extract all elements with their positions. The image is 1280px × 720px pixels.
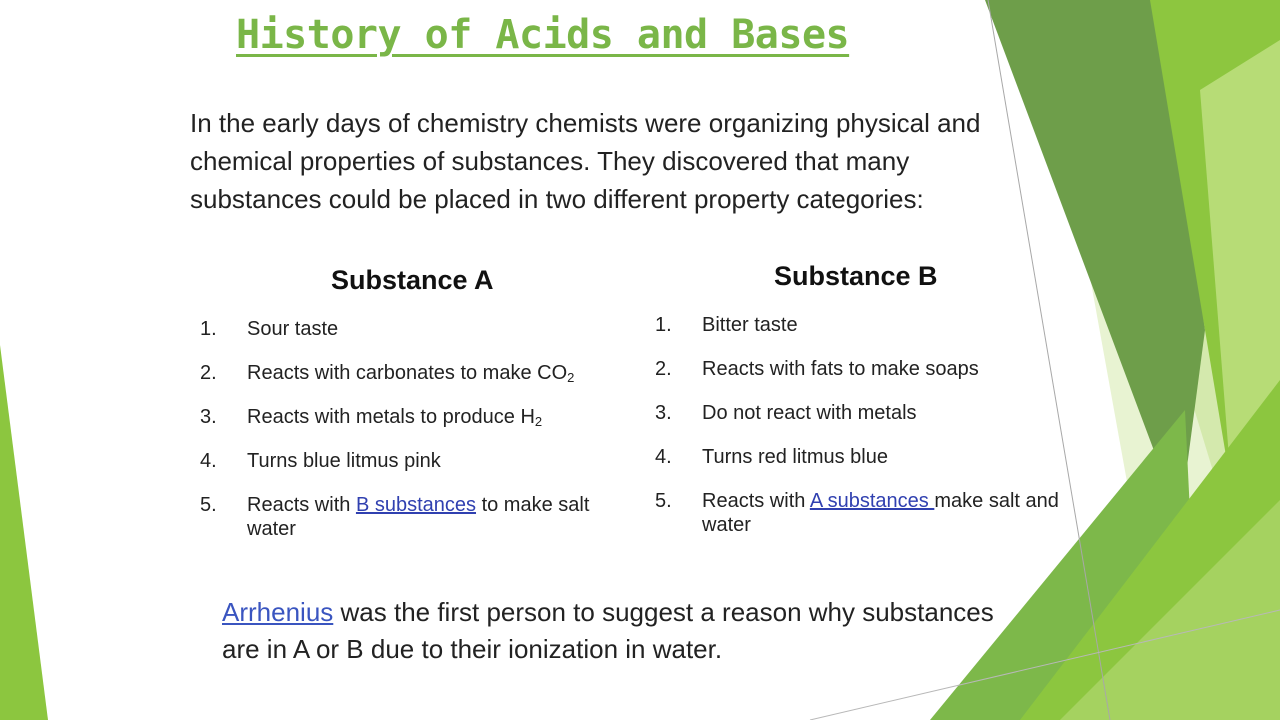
list-item bbox=[655, 401, 1065, 425]
item-text: Turns blue litmus pink bbox=[247, 450, 441, 472]
b-substances-link[interactable]: B substances bbox=[355, 494, 477, 516]
item-text: Reacts with carbonates to make CO bbox=[247, 362, 568, 384]
item-number: 4. bbox=[655, 446, 672, 468]
substance-a-list bbox=[200, 317, 640, 561]
item-number: 2. bbox=[200, 362, 217, 384]
list-item bbox=[655, 445, 1065, 469]
note-text: was the first person to suggest a reason why substances are in A or B due to their ionization in water. bbox=[222, 597, 994, 664]
list-item bbox=[200, 317, 640, 341]
page-title: History of Acids and Bases bbox=[236, 12, 850, 58]
item-number: 1. bbox=[200, 318, 217, 340]
item-number: 4. bbox=[200, 450, 217, 472]
substance-b-heading: Substance B bbox=[774, 261, 938, 291]
left-green-sliver bbox=[0, 345, 48, 720]
intro-paragraph: In the early days of chemistry chemists were organizing physical and chemical properties of substances. They discovered that many substances could be placed in two different property categories: bbox=[190, 108, 981, 214]
list-item bbox=[200, 361, 640, 385]
item-text-before: Reacts with bbox=[247, 494, 356, 516]
item-text: Sour taste bbox=[247, 318, 339, 340]
item-number: 3. bbox=[200, 406, 217, 428]
list-item bbox=[200, 493, 640, 541]
item-text-after: to make salt water bbox=[247, 494, 590, 540]
item-text: Turns red litmus blue bbox=[702, 446, 888, 468]
arrhenius-link[interactable]: Arrhenius bbox=[222, 597, 334, 627]
item-text: Do not react with metals bbox=[702, 402, 917, 424]
item-number: 5. bbox=[655, 490, 672, 512]
a-substances-link[interactable]: A substances bbox=[809, 490, 935, 512]
list-item bbox=[200, 405, 640, 429]
item-text-before: Reacts with bbox=[702, 490, 810, 512]
subscript: 2 bbox=[534, 414, 543, 429]
item-text: Bitter taste bbox=[702, 314, 798, 336]
arrhenius-note bbox=[222, 594, 1022, 668]
substance-b-list bbox=[655, 313, 1065, 557]
item-text: Reacts with metals to produce H bbox=[247, 406, 535, 428]
list-item bbox=[655, 313, 1065, 337]
list-item bbox=[200, 449, 640, 473]
item-text: Reacts with fats to make soaps bbox=[702, 358, 979, 380]
item-number: 1. bbox=[655, 314, 672, 336]
item-number: 5. bbox=[200, 494, 217, 516]
subscript: 2 bbox=[567, 370, 575, 385]
list-item bbox=[655, 357, 1065, 381]
list-item bbox=[655, 489, 1065, 537]
item-number: 3. bbox=[655, 402, 672, 424]
item-number: 2. bbox=[655, 358, 672, 380]
item-text-after: make salt and water bbox=[702, 490, 1059, 536]
substance-a-heading: Substance A bbox=[331, 265, 494, 295]
